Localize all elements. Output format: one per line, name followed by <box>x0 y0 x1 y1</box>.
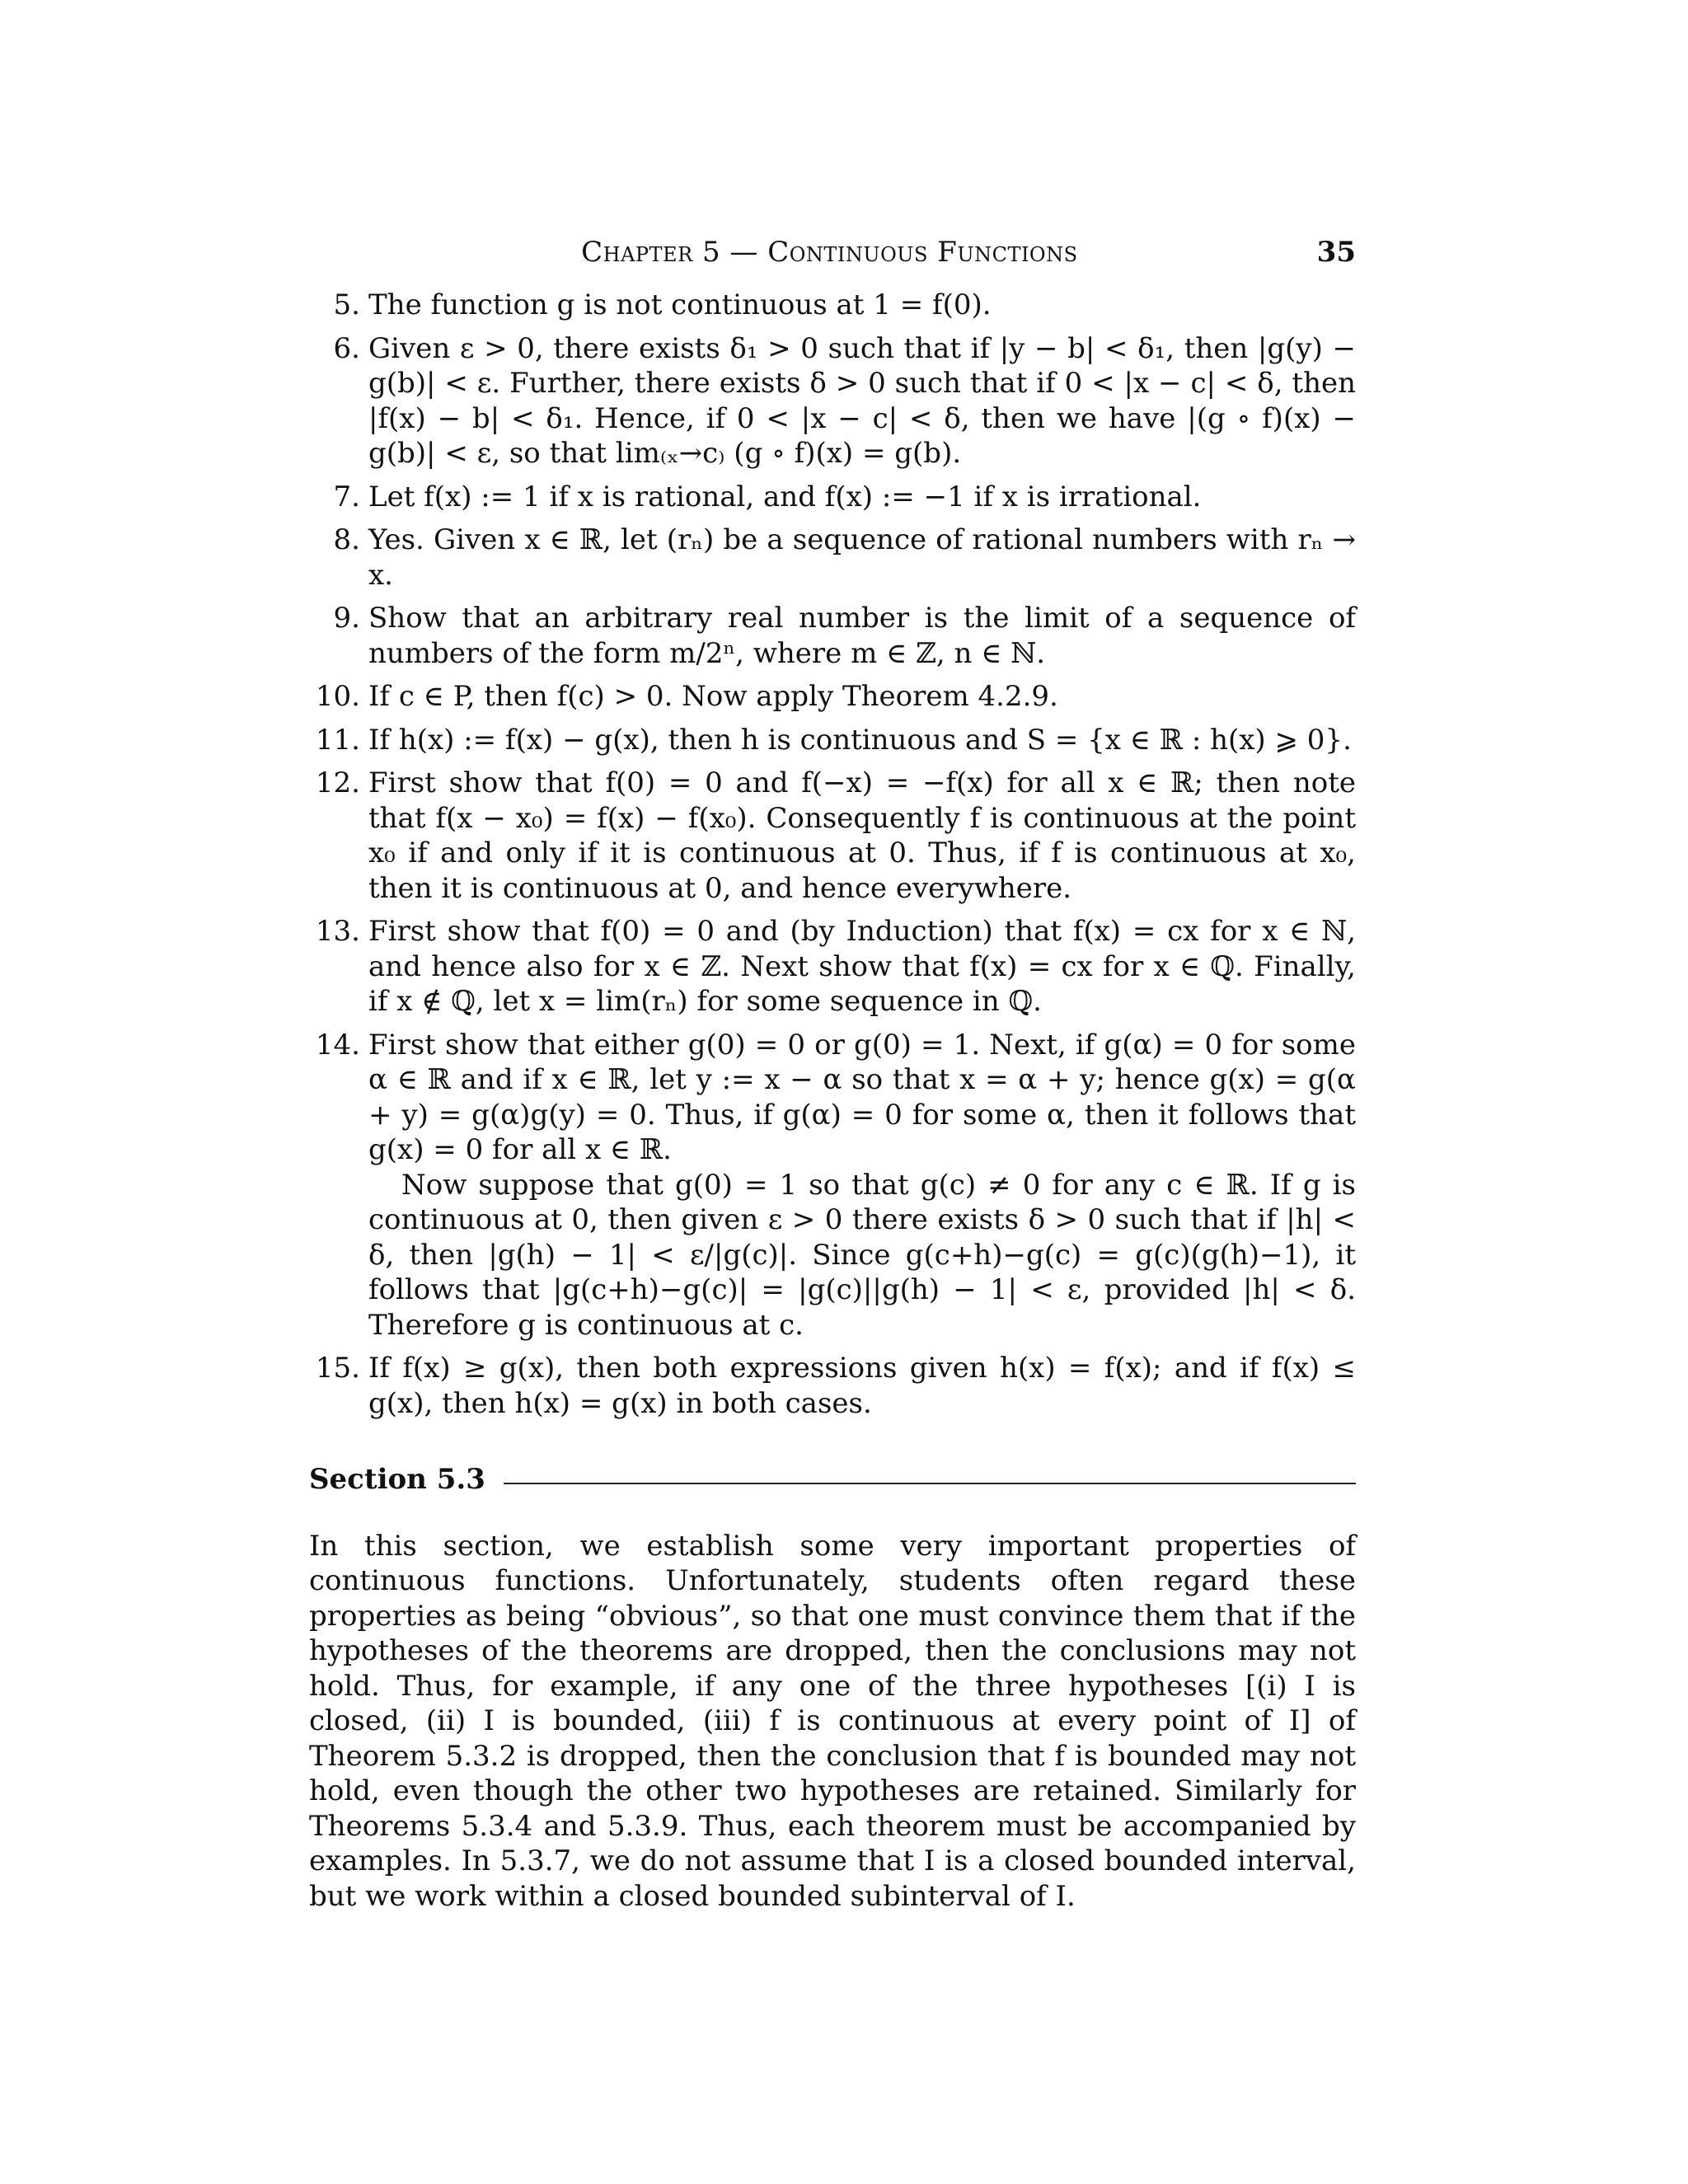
running-header <box>309 235 1356 284</box>
header-title: Chapter 5 — Continuous Functions <box>581 236 1078 269</box>
item-number: 7. <box>333 480 360 513</box>
item-number: 11. <box>315 723 360 757</box>
page-number: 35 <box>1316 236 1356 269</box>
page-content <box>309 235 1356 1914</box>
solution-item <box>309 601 1356 671</box>
section-paragraph: In this section, we establish some very important properties of continuous functions. Unfortunately, students often regard these properties as being “obvious”, so that one must convince them that if the hypotheses of the theorems are dropped, then the conclusions may not hold. Thus, for example, if any one of the three hypotheses [(i) I is closed, (ii) I is bounded, (iii) f is continuous at every point of I] of Theorem 5.3.2 is dropped, then the conclusion that f is bounded may not hold, even though the other two hypotheses are retained. Similarly for Theorems 5.3.4 and 5.3.9. Thus, each theorem must be accompanied by examples. In 5.3.7, we do not assume that I is a closed bounded interval, but we work within a closed bounded subinterval of I. <box>309 1529 1356 1913</box>
section-title: Section 5.3 <box>309 1463 485 1496</box>
item-number: 8. <box>333 523 360 556</box>
item-text: If h(x) := f(x) − g(x), then h is continuous and S = {x ∈ ℝ : h(x) ⩾ 0}. <box>368 723 1352 757</box>
solution-item <box>309 480 1356 515</box>
solution-item <box>309 914 1356 1019</box>
item-number: 10. <box>315 680 360 713</box>
item-text: Show that an arbitrary real number is the limit of a sequence of numbers of the form m/2ⁿ, where m ∈ ℤ, n ∈ ℕ. <box>368 602 1356 670</box>
section-rule <box>504 1483 1356 1484</box>
item-text: Given ε > 0, there exists δ₁ > 0 such that if |y − b| < δ₁, then |g(y) − g(b)| < ε. Further, there exists δ > 0 such that if 0 < |x − c| < δ, then |f(x) − b| < δ₁. Hence, if 0 < |x − c| < δ, then we have |(g ∘ f)(x) − g(b)| < ε, so that lim₍ₓ→c₎ (g ∘ f)(x) = g(b). <box>368 331 1356 470</box>
item-text: First show that f(0) = 0 and (by Induction) that f(x) = cx for x ∈ ℕ, and hence also for x ∈ ℤ. Next show that f(x) = cx for x ∈ ℚ. Finally, if x ∉ ℚ, let x = lim(rₙ) for some sequence in ℚ. <box>368 915 1356 1018</box>
item-text: If c ∈ P, then f(c) > 0. Now apply Theorem 4.2.9. <box>368 680 1058 713</box>
exercise-solutions-list <box>309 288 1356 1421</box>
solution-item <box>309 766 1356 906</box>
item-number: 13. <box>315 915 360 948</box>
solution-item <box>309 1351 1356 1421</box>
item-number: 6. <box>333 331 360 365</box>
item-number: 9. <box>333 602 360 635</box>
item-text: The function g is not continuous at 1 = f(0). <box>368 288 992 321</box>
item-text: Yes. Given x ∈ ℝ, let (rₙ) be a sequence of rational numbers with rₙ → x. <box>368 523 1356 592</box>
item-text: First show that either g(0) = 0 or g(0) = 1. Next, if g(α) = 0 for some α ∈ ℝ and if x ∈ ℝ, let y := x − α so that x = α + y; hence g(x) = g(α + y) = g(α)g(y) = 0. Thus, if g(α) = 0 for some α, then it follows that g(x) = 0 for all x ∈ ℝ. <box>368 1028 1356 1166</box>
item-text: Let f(x) := 1 if x is rational, and f(x) := −1 if x is irrational. <box>368 480 1202 513</box>
item-text: Now suppose that g(0) = 1 so that g(c) ≠ 0 for any c ∈ ℝ. If g is continuous at 0, then given ε > 0 there exists δ > 0 such that if |h| < δ, then |g(h) − 1| < ε/|g(c)|. Since g(c+h)−g(c) = g(c)(g(h)−1), it follows that |g(c+h)−g(c)| = |g(c)||g(h) − 1| < ε, provided |h| < δ. Therefore g is continuous at c. <box>368 1168 1356 1342</box>
item-number: 14. <box>315 1028 360 1062</box>
item-number: 15. <box>315 1352 360 1385</box>
solution-item <box>309 523 1356 593</box>
item-text: First show that f(0) = 0 and f(−x) = −f(x) for all x ∈ ℝ; then note that f(x − x₀) = f(x) − f(x₀). Consequently f is continuous at the point x₀ if and only if it is continuous at 0. Thus, if f is continuous at x₀, then it is continuous at 0, and hence everywhere. <box>368 766 1356 905</box>
solution-item <box>309 723 1356 758</box>
solution-item <box>309 679 1356 715</box>
solution-item <box>309 1028 1356 1343</box>
solution-item <box>309 288 1356 323</box>
section-heading <box>309 1462 1356 1497</box>
item-number: 5. <box>333 288 360 321</box>
solution-item <box>309 331 1356 471</box>
item-number: 12. <box>315 766 360 799</box>
item-text: If f(x) ≥ g(x), then both expressions given h(x) = f(x); and if f(x) ≤ g(x), then h(x) = g(x) in both cases. <box>368 1352 1356 1420</box>
